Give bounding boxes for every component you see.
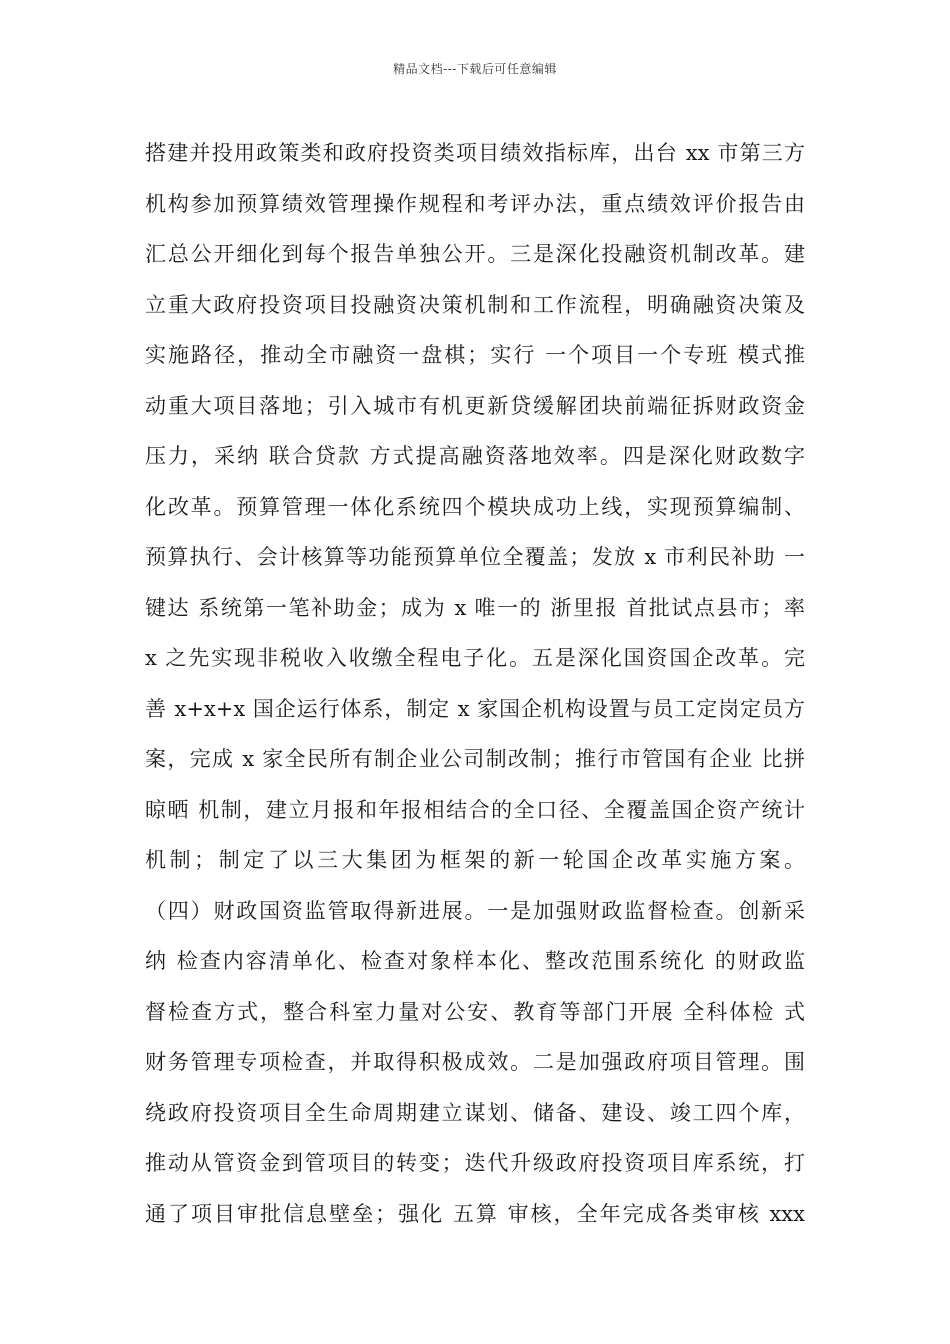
text-line: 机制；制定了以三大集团为框架的新一轮国企改革实施方案。 bbox=[145, 848, 805, 872]
text-line: 晾晒 机制，建立月报和年报相结合的全口径、全覆盖国企资产统计 bbox=[145, 797, 805, 822]
text-line: 财务管理专项检查，并取得积极成效。二是加强政府项目管理。围 bbox=[145, 1050, 805, 1074]
page-header: 精品文档---下载后可任意编辑 bbox=[393, 62, 557, 76]
text-line: （四）财政国资监管取得新进展。一是加强财政监督检查。创新采 bbox=[145, 898, 805, 923]
text-line: 案，完成 x 家全民所有制企业公司制改制；推行市管国有企业 比拼 bbox=[145, 747, 805, 771]
text-line: 绕政府投资项目全生命周期建立谋划、储备、建设、竣工四个库， bbox=[145, 1100, 805, 1125]
text-line: 搭建并投用政策类和政府投资类项目绩效指标库，出台 xx 市第三方 bbox=[145, 141, 805, 165]
text-line: 化改革。预算管理一体化系统四个模块成功上线，实现预算编制、 bbox=[145, 494, 805, 519]
text-line: 立重大政府投资项目投融资决策机制和工作流程，明确融资决策及 bbox=[145, 292, 805, 317]
text-line: 督检查方式，整合科室力量对公安、教育等部门开展 全科体检 式 bbox=[145, 999, 805, 1024]
text-line: x 之先实现非税收入收缴全程电子化。五是深化国资国企改革。完 bbox=[145, 646, 805, 670]
body-text bbox=[145, 128, 805, 1239]
text-line: 汇总公开细化到每个报告单独公开。三是深化投融资机制改革。建 bbox=[145, 242, 805, 266]
text-line: 动重大项目落地；引入城市有机更新贷缓解团块前端征拆财政资金 bbox=[145, 393, 805, 418]
text-line: 善 x+x+x 国企运行体系，制定 x 家国企机构设置与员工定岗定员方 bbox=[145, 696, 805, 721]
text-line: 机构参加预算绩效管理操作规程和考评办法，重点绩效评价报告由 bbox=[145, 191, 805, 216]
text-line: 纳 检查内容清单化、检查对象样本化、整改范围系统化 的财政监 bbox=[145, 949, 805, 973]
text-line: 预算执行、会计核算等功能预算单位全覆盖；发放 x 市利民补助 一 bbox=[145, 545, 805, 569]
text-line: 实施路径，推动全市融资一盘棋；实行 一个项目一个专班 模式推 bbox=[145, 343, 805, 367]
text-line: 推动从管资金到管项目的转变；迭代升级政府投资项目库系统，打 bbox=[145, 1151, 805, 1175]
text-line: 键达 系统第一笔补助金；成为 x 唯一的 浙里报 首批试点县市；率 bbox=[145, 595, 805, 620]
text-line: 通了项目审批信息壁垒；强化 五算 审核，全年完成各类审核 xxx bbox=[145, 1201, 805, 1226]
text-line: 压力，采纳 联合贷款 方式提高融资落地效率。四是深化财政数字 bbox=[145, 444, 805, 468]
